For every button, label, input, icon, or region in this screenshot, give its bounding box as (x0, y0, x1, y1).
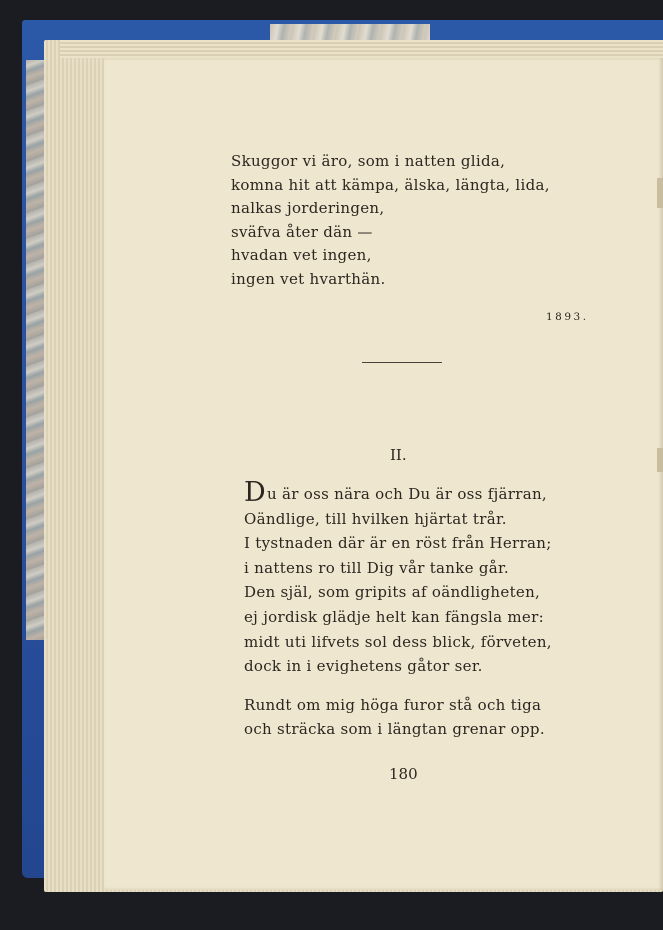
section-number: II. (390, 446, 407, 464)
poem-line: Den själ, som gripits af oändligheten, (244, 583, 541, 602)
drop-cap: D (244, 477, 266, 508)
poem-line: Oändlige, till hvilken hjärtat trår. (244, 509, 507, 528)
poem-two (244, 477, 552, 742)
poem-first-line (244, 477, 552, 508)
poem-line: Rundt om mig höga furor stå och tiga (244, 695, 542, 714)
poem-line: komna hit att kämpa, älska, längta, lida, (231, 175, 550, 194)
page-edge-tab (657, 178, 663, 208)
stanza-gap (244, 679, 552, 693)
poem-line: nalkas jorderingen, (231, 199, 385, 218)
poem-one (231, 150, 550, 292)
page-edge-tab (657, 448, 663, 472)
poem-line: hvadan vet ingen, (231, 246, 372, 265)
first-line-text: u är oss nära och Du är oss fjärran, (266, 485, 547, 503)
page-number: 180 (389, 765, 418, 783)
poem-line: Skuggor vi äro, som i natten glida, (231, 152, 506, 170)
poem-line: I tystnaden där är en röst från Herran; (244, 534, 552, 553)
section-divider (362, 362, 442, 363)
poem-line: dock in i evighetens gåtor ser. (244, 657, 483, 676)
poem-line: ej jordisk glädje helt kan fängsla mer: (244, 607, 544, 626)
poem-line: ingen vet hvarthän. (231, 269, 386, 288)
poem-line: midt uti lifvets sol dess blick, förveten, (244, 632, 552, 651)
poem-line: i nattens ro till Dig vår tanke går. (244, 558, 509, 577)
poem-line: sväfva åter dän — (231, 222, 373, 241)
poem-year: 1893. (546, 311, 589, 323)
poem-line: och sträcka som i längtan grenar opp. (244, 720, 545, 739)
page-edges-top (60, 40, 663, 58)
